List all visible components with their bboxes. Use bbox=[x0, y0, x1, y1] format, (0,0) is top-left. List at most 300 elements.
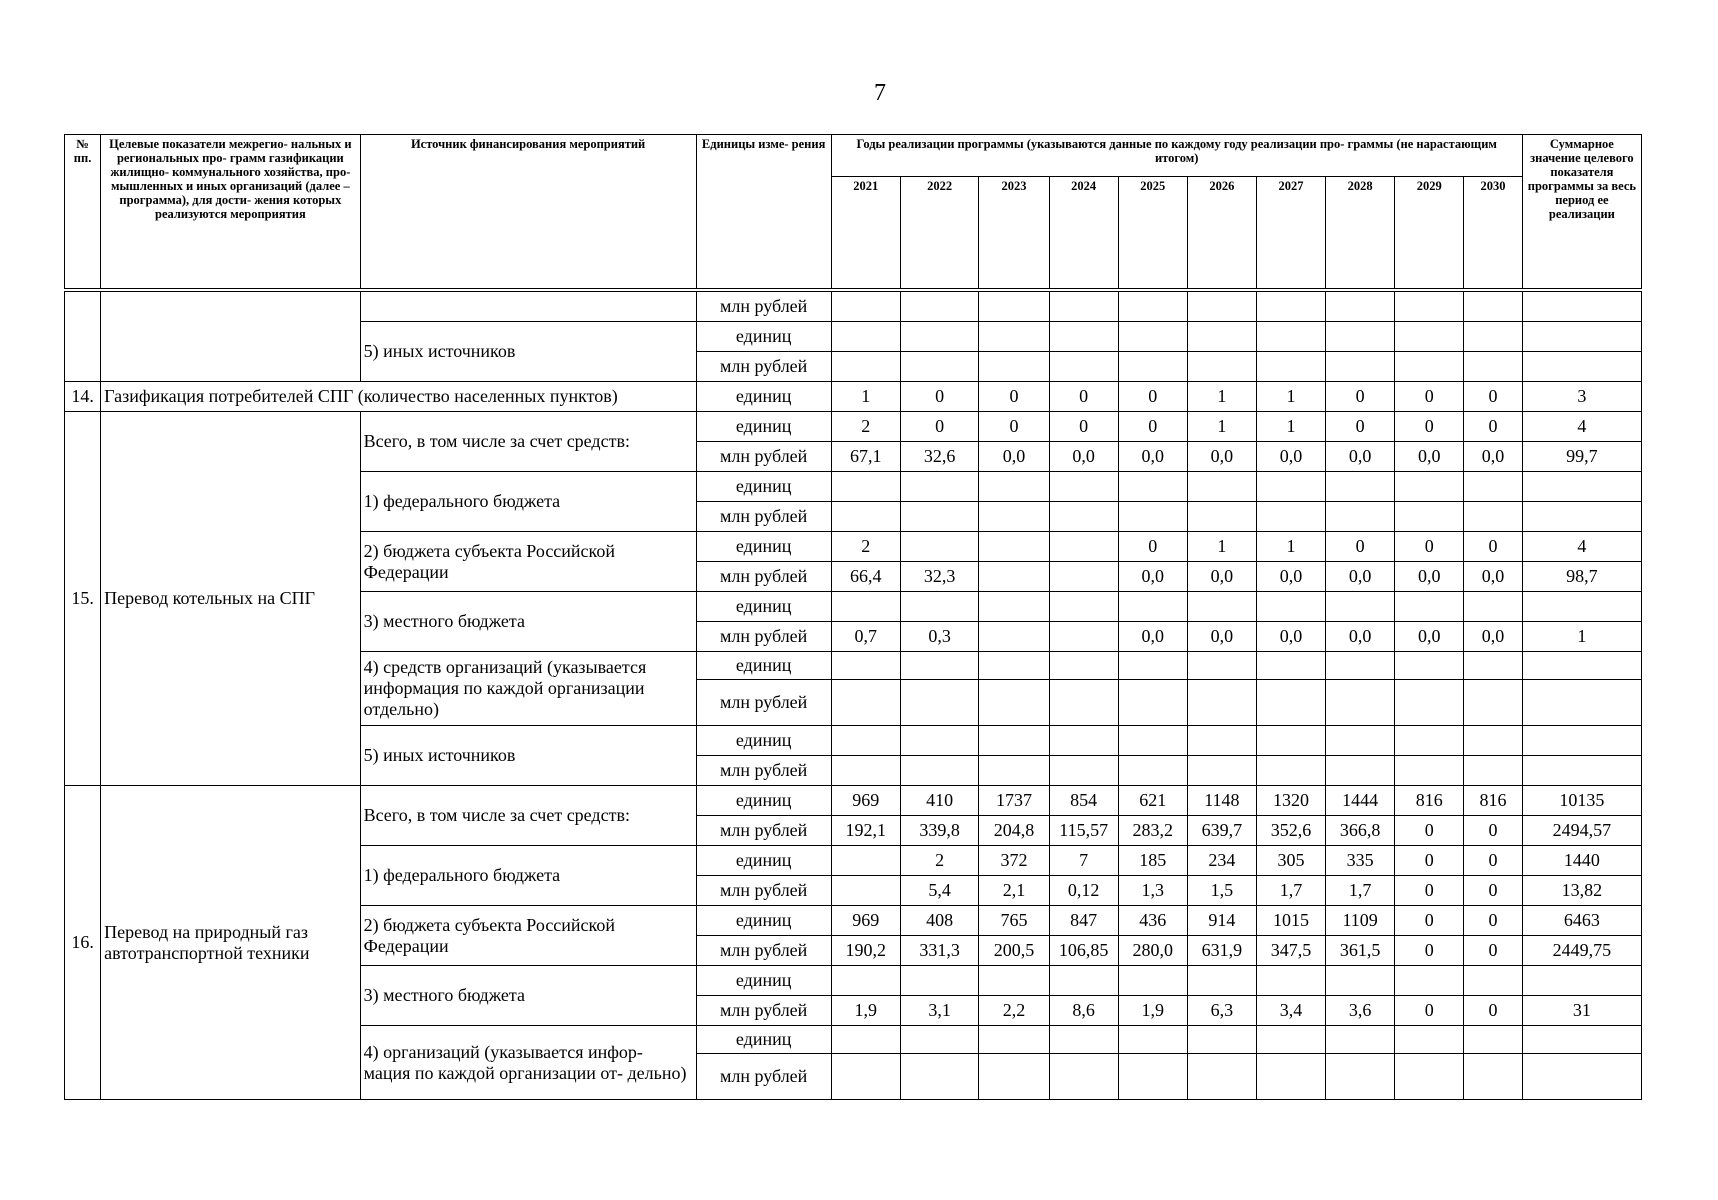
header-year: 2026 bbox=[1187, 177, 1256, 289]
year-value bbox=[1049, 472, 1118, 502]
year-value bbox=[1118, 966, 1187, 996]
source-label: Всего, в том числе за счет средств: bbox=[360, 786, 696, 846]
row-number bbox=[65, 292, 101, 382]
year-value: 5,4 bbox=[900, 876, 979, 906]
year-value bbox=[1118, 322, 1187, 352]
year-value bbox=[1256, 1054, 1325, 1100]
year-value bbox=[1049, 562, 1118, 592]
year-value: 0 bbox=[1326, 382, 1395, 412]
year-value: 7 bbox=[1049, 846, 1118, 876]
year-value: 1737 bbox=[979, 786, 1049, 816]
year-value bbox=[1395, 652, 1464, 680]
source-label: 2) бюджета субъекта Российской Федерации bbox=[360, 906, 696, 966]
year-value bbox=[1256, 292, 1325, 322]
unit-label: млн рублей bbox=[696, 442, 831, 472]
header-year: 2027 bbox=[1256, 177, 1325, 289]
year-value: 639,7 bbox=[1187, 816, 1256, 846]
year-value bbox=[1326, 292, 1395, 322]
unit-label: млн рублей bbox=[696, 1054, 831, 1100]
year-value: 816 bbox=[1464, 786, 1523, 816]
year-value: 1444 bbox=[1326, 786, 1395, 816]
year-value bbox=[1049, 292, 1118, 322]
year-value bbox=[900, 322, 979, 352]
year-value: 0 bbox=[1395, 936, 1464, 966]
year-value: 0 bbox=[1464, 816, 1523, 846]
year-value bbox=[1187, 726, 1256, 756]
year-value: 2,1 bbox=[979, 876, 1049, 906]
year-value: 0 bbox=[1395, 532, 1464, 562]
year-value: 0,0 bbox=[1464, 442, 1523, 472]
year-value bbox=[1395, 322, 1464, 352]
header-year: 2030 bbox=[1464, 177, 1523, 289]
year-value: 0,0 bbox=[1395, 442, 1464, 472]
year-value bbox=[831, 502, 900, 532]
year-value bbox=[979, 322, 1049, 352]
year-value: 305 bbox=[1256, 846, 1325, 876]
header-total: Суммарное значение целевого показателя программы за весь период ее реализации bbox=[1522, 135, 1641, 289]
unit-label: единиц bbox=[696, 532, 831, 562]
year-value: 847 bbox=[1049, 906, 1118, 936]
gasification-indicators-table bbox=[64, 134, 1642, 1100]
year-value: 6,3 bbox=[1187, 996, 1256, 1026]
year-value: 372 bbox=[979, 846, 1049, 876]
year-value bbox=[900, 292, 979, 322]
year-value bbox=[1256, 966, 1325, 996]
unit-label: млн рублей bbox=[696, 876, 831, 906]
year-value bbox=[1326, 680, 1395, 726]
year-value: 1 bbox=[1256, 382, 1325, 412]
total-value: 2494,57 bbox=[1522, 816, 1641, 846]
table-row bbox=[65, 292, 1642, 322]
year-value bbox=[1464, 592, 1523, 622]
year-value: 0 bbox=[979, 412, 1049, 442]
year-value bbox=[1118, 292, 1187, 322]
year-value bbox=[831, 876, 900, 906]
year-value: 854 bbox=[1049, 786, 1118, 816]
year-value bbox=[1395, 502, 1464, 532]
source-label: 1) федерального бюджета bbox=[360, 472, 696, 532]
year-value bbox=[900, 726, 979, 756]
year-value bbox=[1118, 756, 1187, 786]
year-value bbox=[1187, 1026, 1256, 1054]
year-value: 234 bbox=[1187, 846, 1256, 876]
year-value: 0 bbox=[1395, 382, 1464, 412]
year-value bbox=[831, 292, 900, 322]
year-value: 2 bbox=[831, 412, 900, 442]
year-value: 0 bbox=[1049, 382, 1118, 412]
year-value bbox=[1118, 502, 1187, 532]
year-value bbox=[979, 532, 1049, 562]
unit-label: единиц bbox=[696, 786, 831, 816]
year-value bbox=[1256, 322, 1325, 352]
unit-label: млн рублей bbox=[696, 936, 831, 966]
table-row bbox=[65, 382, 1642, 412]
year-value: 3,1 bbox=[900, 996, 979, 1026]
year-value bbox=[1464, 352, 1523, 382]
year-value: 0,0 bbox=[1395, 622, 1464, 652]
table-body bbox=[65, 292, 1642, 1100]
year-value bbox=[831, 726, 900, 756]
total-value bbox=[1522, 652, 1641, 680]
year-value bbox=[1326, 652, 1395, 680]
unit-label: единиц bbox=[696, 652, 831, 680]
year-value: 0,0 bbox=[1187, 442, 1256, 472]
year-value: 0,0 bbox=[1464, 622, 1523, 652]
total-value: 6463 bbox=[1522, 906, 1641, 936]
header-year: 2021 bbox=[831, 177, 900, 289]
year-value: 67,1 bbox=[831, 442, 900, 472]
total-value: 1 bbox=[1522, 622, 1641, 652]
year-value: 0,0 bbox=[1118, 442, 1187, 472]
unit-label: единиц bbox=[696, 906, 831, 936]
year-value: 1,7 bbox=[1256, 876, 1325, 906]
unit-label: млн рублей bbox=[696, 622, 831, 652]
year-value: 0,0 bbox=[1256, 562, 1325, 592]
unit-label: млн рублей bbox=[696, 352, 831, 382]
year-value: 1,9 bbox=[831, 996, 900, 1026]
year-value bbox=[1395, 592, 1464, 622]
year-value bbox=[1118, 1026, 1187, 1054]
table-row bbox=[65, 786, 1642, 816]
year-value: 106,85 bbox=[1049, 936, 1118, 966]
year-value bbox=[1326, 322, 1395, 352]
year-value: 816 bbox=[1395, 786, 1464, 816]
year-value bbox=[979, 352, 1049, 382]
year-value: 0 bbox=[1395, 876, 1464, 906]
year-value bbox=[1326, 472, 1395, 502]
year-value: 2 bbox=[900, 846, 979, 876]
year-value bbox=[1118, 472, 1187, 502]
table-header bbox=[65, 135, 1642, 292]
year-value: 283,2 bbox=[1118, 816, 1187, 846]
year-value: 0,0 bbox=[1326, 622, 1395, 652]
year-value bbox=[1118, 352, 1187, 382]
year-value: 1015 bbox=[1256, 906, 1325, 936]
year-value bbox=[1049, 532, 1118, 562]
year-value bbox=[1118, 652, 1187, 680]
year-value bbox=[979, 1026, 1049, 1054]
year-value bbox=[979, 756, 1049, 786]
year-value bbox=[1187, 652, 1256, 680]
year-value bbox=[1464, 292, 1523, 322]
year-value: 0 bbox=[1464, 906, 1523, 936]
year-value bbox=[979, 652, 1049, 680]
source-label: 2) бюджета субъекта Российской Федерации bbox=[360, 532, 696, 592]
year-value bbox=[1256, 756, 1325, 786]
year-value bbox=[979, 622, 1049, 652]
year-value bbox=[900, 1054, 979, 1100]
year-value bbox=[831, 472, 900, 502]
year-value bbox=[1326, 966, 1395, 996]
year-value: 0 bbox=[1464, 876, 1523, 906]
year-value: 1,9 bbox=[1118, 996, 1187, 1026]
total-value bbox=[1522, 1054, 1641, 1100]
year-value: 0,0 bbox=[1256, 622, 1325, 652]
total-value bbox=[1522, 726, 1641, 756]
year-value: 0,0 bbox=[1326, 442, 1395, 472]
total-value: 99,7 bbox=[1522, 442, 1641, 472]
indicator-label: Перевод котельных на СПГ bbox=[101, 412, 360, 786]
year-value bbox=[831, 352, 900, 382]
year-value: 408 bbox=[900, 906, 979, 936]
year-value bbox=[1256, 652, 1325, 680]
year-value bbox=[1464, 726, 1523, 756]
total-value: 2449,75 bbox=[1522, 936, 1641, 966]
year-value bbox=[979, 592, 1049, 622]
unit-label: млн рублей bbox=[696, 816, 831, 846]
year-value: 32,3 bbox=[900, 562, 979, 592]
year-value bbox=[1464, 966, 1523, 996]
year-value bbox=[1326, 756, 1395, 786]
row-number: 15. bbox=[65, 412, 101, 786]
total-value bbox=[1522, 1026, 1641, 1054]
source-label: 4) средств организаций (указывается информация по каждой организации отдельно) bbox=[360, 652, 696, 726]
header-indicators: Целевые показатели межрегио- нальных и региональных про- грамм газификации жилищно- коммунального хозяйства, про- мышленных и иных организаций (далее – программа), для дости- жения которых реализуются мероприятия bbox=[101, 135, 360, 289]
total-value: 10135 bbox=[1522, 786, 1641, 816]
total-value bbox=[1522, 472, 1641, 502]
header-year: 2023 bbox=[979, 177, 1049, 289]
year-value: 1,5 bbox=[1187, 876, 1256, 906]
unit-label: млн рублей bbox=[696, 502, 831, 532]
year-value bbox=[1049, 352, 1118, 382]
source-label: 3) местного бюджета bbox=[360, 966, 696, 1026]
year-value bbox=[831, 756, 900, 786]
year-value: 192,1 bbox=[831, 816, 900, 846]
year-value: 0,7 bbox=[831, 622, 900, 652]
unit-label: млн рублей bbox=[696, 996, 831, 1026]
year-value: 1,3 bbox=[1118, 876, 1187, 906]
year-value bbox=[1395, 756, 1464, 786]
year-value bbox=[1395, 472, 1464, 502]
year-value bbox=[979, 966, 1049, 996]
year-value: 0 bbox=[1464, 936, 1523, 966]
year-value bbox=[831, 592, 900, 622]
year-value: 361,5 bbox=[1326, 936, 1395, 966]
year-value bbox=[1049, 322, 1118, 352]
year-value: 1109 bbox=[1326, 906, 1395, 936]
year-value bbox=[1118, 592, 1187, 622]
year-value: 765 bbox=[979, 906, 1049, 936]
year-value: 115,57 bbox=[1049, 816, 1118, 846]
year-value: 1 bbox=[1187, 532, 1256, 562]
year-value: 0 bbox=[979, 382, 1049, 412]
year-value bbox=[900, 680, 979, 726]
source-label: 3) местного бюджета bbox=[360, 592, 696, 652]
year-value: 8,6 bbox=[1049, 996, 1118, 1026]
header-years: Годы реализации программы (указываются данные по каждому году реализации про- граммы (не нарастающим итогом) bbox=[831, 135, 1522, 177]
source-label: 1) федерального бюджета bbox=[360, 846, 696, 906]
year-value: 436 bbox=[1118, 906, 1187, 936]
unit-label: единиц bbox=[696, 966, 831, 996]
year-value bbox=[1395, 292, 1464, 322]
year-value: 0 bbox=[1326, 532, 1395, 562]
year-value: 0,0 bbox=[1395, 562, 1464, 592]
year-value: 66,4 bbox=[831, 562, 900, 592]
year-value: 335 bbox=[1326, 846, 1395, 876]
year-value: 621 bbox=[1118, 786, 1187, 816]
year-value: 0,0 bbox=[1187, 622, 1256, 652]
year-value bbox=[1464, 502, 1523, 532]
year-value: 0 bbox=[900, 382, 979, 412]
header-year: 2025 bbox=[1118, 177, 1187, 289]
year-value bbox=[900, 1026, 979, 1054]
year-value: 1 bbox=[1187, 412, 1256, 442]
year-value: 0 bbox=[1464, 846, 1523, 876]
year-value bbox=[1049, 756, 1118, 786]
indicator-label: Перевод на природный газ автотранспортной техники bbox=[101, 786, 360, 1100]
year-value bbox=[900, 756, 979, 786]
unit-label: единиц bbox=[696, 472, 831, 502]
year-value bbox=[1187, 1054, 1256, 1100]
year-value bbox=[1326, 1054, 1395, 1100]
year-value: 0 bbox=[1464, 996, 1523, 1026]
year-value: 204,8 bbox=[979, 816, 1049, 846]
year-value: 410 bbox=[900, 786, 979, 816]
unit-label: млн рублей bbox=[696, 680, 831, 726]
page-number: 7 bbox=[874, 80, 886, 106]
total-value bbox=[1522, 322, 1641, 352]
source-label: 5) иных источников bbox=[360, 726, 696, 786]
year-value bbox=[1256, 680, 1325, 726]
year-value bbox=[1395, 726, 1464, 756]
year-value bbox=[1187, 292, 1256, 322]
unit-label: единиц bbox=[696, 592, 831, 622]
year-value bbox=[1187, 352, 1256, 382]
unit-label: единиц bbox=[696, 726, 831, 756]
year-value: 0 bbox=[1395, 816, 1464, 846]
year-value: 0 bbox=[1395, 412, 1464, 442]
header-year: 2022 bbox=[900, 177, 979, 289]
total-value: 4 bbox=[1522, 412, 1641, 442]
year-value bbox=[1464, 1026, 1523, 1054]
unit-label: единиц bbox=[696, 846, 831, 876]
year-value bbox=[900, 652, 979, 680]
year-value bbox=[900, 532, 979, 562]
header-units: Единицы изме- рения bbox=[696, 135, 831, 289]
year-value bbox=[1118, 726, 1187, 756]
year-value bbox=[1395, 1054, 1464, 1100]
year-value bbox=[1187, 322, 1256, 352]
year-value bbox=[1326, 592, 1395, 622]
header-year: 2028 bbox=[1326, 177, 1395, 289]
total-value bbox=[1522, 756, 1641, 786]
total-value: 1440 bbox=[1522, 846, 1641, 876]
indicator-label: Газификация потребителей СПГ (количество населенных пунктов) bbox=[101, 382, 696, 412]
header-year: 2024 bbox=[1049, 177, 1118, 289]
year-value: 0,0 bbox=[1118, 562, 1187, 592]
year-value: 2 bbox=[831, 532, 900, 562]
total-value: 13,82 bbox=[1522, 876, 1641, 906]
source-label bbox=[360, 292, 696, 322]
total-value: 98,7 bbox=[1522, 562, 1641, 592]
total-value bbox=[1522, 680, 1641, 726]
year-value bbox=[1049, 680, 1118, 726]
year-value bbox=[1256, 1026, 1325, 1054]
year-value: 0 bbox=[1464, 412, 1523, 442]
total-value bbox=[1522, 502, 1641, 532]
year-value bbox=[1187, 472, 1256, 502]
year-value: 0 bbox=[1118, 412, 1187, 442]
table-row bbox=[65, 412, 1642, 442]
year-value: 339,8 bbox=[900, 816, 979, 846]
year-value bbox=[1464, 652, 1523, 680]
year-value: 0 bbox=[1118, 382, 1187, 412]
year-value: 1,7 bbox=[1326, 876, 1395, 906]
row-number: 14. bbox=[65, 382, 101, 412]
year-value bbox=[979, 680, 1049, 726]
total-value bbox=[1522, 292, 1641, 322]
year-value: 347,5 bbox=[1256, 936, 1325, 966]
year-value: 366,8 bbox=[1326, 816, 1395, 846]
total-value: 31 bbox=[1522, 996, 1641, 1026]
year-value bbox=[1326, 726, 1395, 756]
unit-label: единиц bbox=[696, 322, 831, 352]
year-value bbox=[1326, 502, 1395, 532]
year-value: 0,0 bbox=[979, 442, 1049, 472]
year-value: 969 bbox=[831, 906, 900, 936]
year-value: 0,12 bbox=[1049, 876, 1118, 906]
unit-label: единиц bbox=[696, 412, 831, 442]
row-number: 16. bbox=[65, 786, 101, 1100]
year-value bbox=[1326, 352, 1395, 382]
unit-label: единиц bbox=[696, 1026, 831, 1054]
year-value bbox=[1187, 966, 1256, 996]
year-value bbox=[831, 966, 900, 996]
year-value bbox=[1395, 352, 1464, 382]
total-value: 4 bbox=[1522, 532, 1641, 562]
year-value bbox=[1049, 726, 1118, 756]
year-value bbox=[831, 1026, 900, 1054]
year-value bbox=[979, 562, 1049, 592]
year-value: 1 bbox=[1187, 382, 1256, 412]
year-value: 0,0 bbox=[1187, 562, 1256, 592]
year-value bbox=[1256, 352, 1325, 382]
header-source: Источник финансирования мероприятий bbox=[360, 135, 696, 289]
year-value bbox=[1256, 502, 1325, 532]
year-value: 0,0 bbox=[1464, 562, 1523, 592]
year-value: 0,0 bbox=[1326, 562, 1395, 592]
unit-label: единиц bbox=[696, 382, 831, 412]
year-value bbox=[831, 1054, 900, 1100]
year-value bbox=[900, 502, 979, 532]
year-value: 331,3 bbox=[900, 936, 979, 966]
year-value: 352,6 bbox=[1256, 816, 1325, 846]
header-number: № пп. bbox=[65, 135, 101, 289]
year-value bbox=[900, 472, 979, 502]
year-value bbox=[1256, 472, 1325, 502]
year-value bbox=[1118, 680, 1187, 726]
year-value bbox=[1187, 502, 1256, 532]
unit-label: млн рублей bbox=[696, 756, 831, 786]
year-value: 0,0 bbox=[1049, 442, 1118, 472]
year-value bbox=[1049, 1054, 1118, 1100]
source-label: 5) иных источников bbox=[360, 322, 696, 382]
year-value: 3,4 bbox=[1256, 996, 1325, 1026]
year-value bbox=[1464, 322, 1523, 352]
source-label: 4) организаций (указывается инфор- мация по каждой организации от- дельно) bbox=[360, 1026, 696, 1100]
year-value: 0 bbox=[1395, 906, 1464, 936]
year-value bbox=[1326, 1026, 1395, 1054]
total-value: 3 bbox=[1522, 382, 1641, 412]
header-year: 2029 bbox=[1395, 177, 1464, 289]
total-value bbox=[1522, 592, 1641, 622]
year-value bbox=[1049, 592, 1118, 622]
unit-label: млн рублей bbox=[696, 292, 831, 322]
year-value bbox=[831, 322, 900, 352]
year-value bbox=[1256, 592, 1325, 622]
year-value: 0 bbox=[1464, 532, 1523, 562]
year-value bbox=[1395, 966, 1464, 996]
